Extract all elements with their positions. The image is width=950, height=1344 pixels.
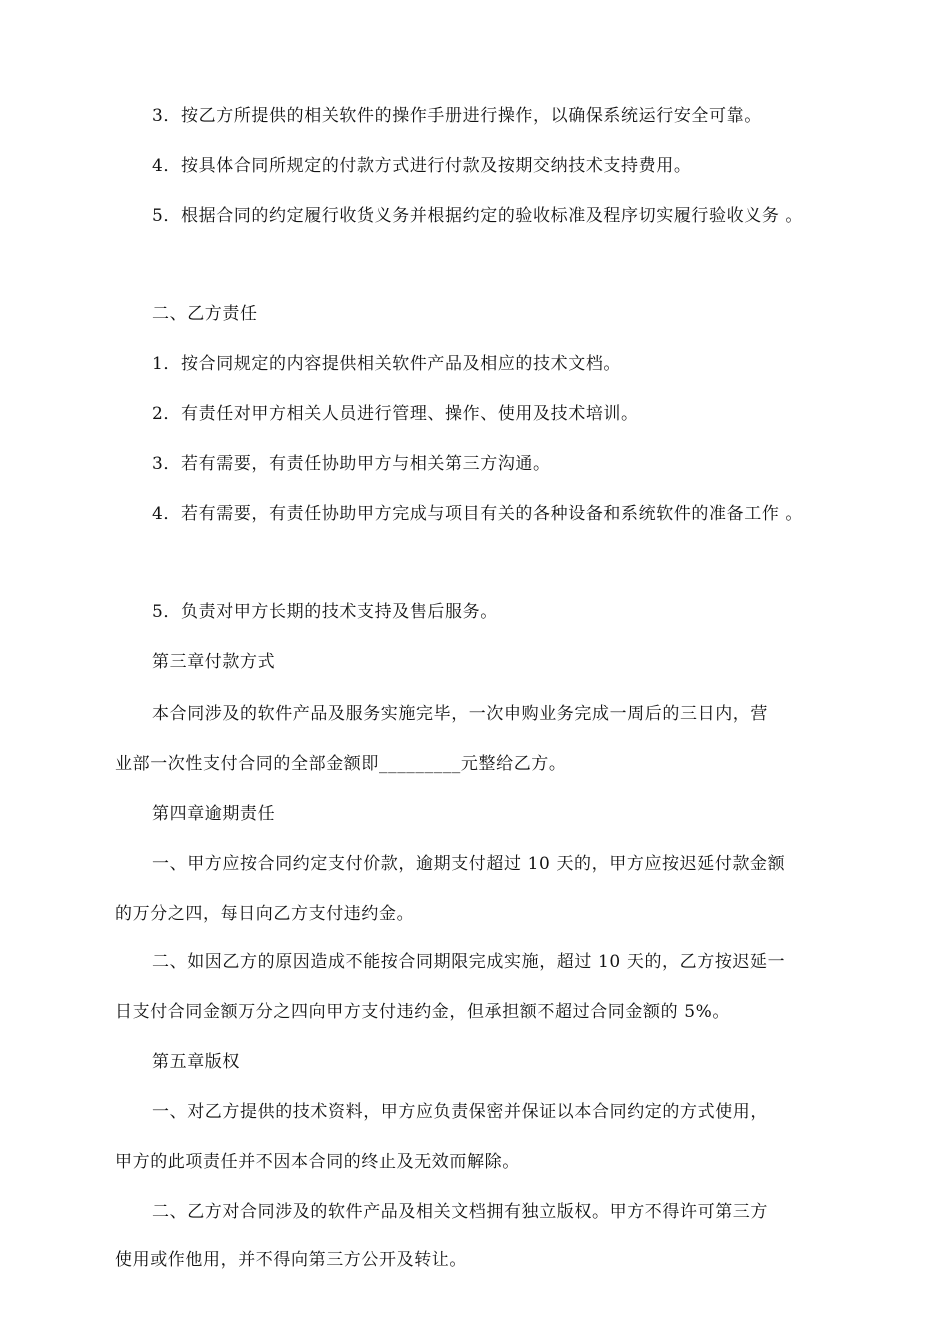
chapter-5-clause-1-line-1: 一、对乙方提供的技术资料，甲方应负责保密并保证以本合同约定的方式使用， [152, 1102, 768, 1122]
chapter-4-clause-2-line-1: 二、如因乙方的原因造成不能按合同期限完成实施，超过 10 天的，乙方按迟延一 [152, 952, 786, 972]
chapter-5-clause-1-line-2: 甲方的此项责任并不因本合同的终止及无效而解除。 [115, 1152, 520, 1172]
party-a-duty-3: 3．按乙方所提供的相关软件的操作手册进行操作，以确保系统运行安全可靠。 [152, 106, 762, 126]
party-b-duty-2: 2．有责任对甲方相关人员进行管理、操作、使用及技术培训。 [152, 404, 639, 424]
section-heading-party-b: 二、乙方责任 [152, 304, 258, 324]
chapter-3-paragraph-line-2: 业部一次性支付合同的全部金额即_________元整给乙方。 [115, 754, 567, 774]
chapter-4-clause-1-line-2: 的万分之四，每日向乙方支付违约金。 [115, 904, 415, 924]
chapter-4-clause-1-line-1: 一、甲方应按合同约定支付价款，逾期支付超过 10 天的，甲方应按迟延付款金额 [152, 854, 786, 874]
party-b-duty-1: 1．按合同规定的内容提供相关软件产品及相应的技术文档。 [152, 354, 622, 374]
chapter-5-clause-2-line-1: 二、乙方对合同涉及的软件产品及相关文档拥有独立版权。甲方不得许可第三方 [152, 1202, 768, 1222]
chapter-4-clause-2-line-2: 日支付合同金额万分之四向甲方支付违约金，但承担额不超过合同金额的 5%。 [115, 1002, 730, 1022]
chapter-5-heading: 第五章版权 [152, 1052, 240, 1072]
party-a-duty-5: 5．根据合同的约定履行收货义务并根据约定的验收标准及程序切实履行验收义务 。 [152, 206, 804, 226]
chapter-3-paragraph-line-1: 本合同涉及的软件产品及服务实施完毕，一次申购业务完成一周后的三日内，营 [152, 704, 768, 724]
party-b-duty-3: 3．若有需要，有责任协助甲方与相关第三方沟通。 [152, 454, 551, 474]
party-a-duty-4: 4．按具体合同所规定的付款方式进行付款及按期交纳技术支持费用。 [152, 156, 692, 176]
chapter-4-heading: 第四章逾期责任 [152, 804, 276, 824]
chapter-3-heading: 第三章付款方式 [152, 652, 276, 672]
party-b-duty-4: 4．若有需要，有责任协助甲方完成与项目有关的各种设备和系统软件的准备工作 。 [152, 504, 804, 524]
party-b-duty-5: 5．负责对甲方长期的技术支持及售后服务。 [152, 602, 498, 622]
chapter-5-clause-2-line-2: 使用或作他用，并不得向第三方公开及转让。 [115, 1250, 467, 1270]
